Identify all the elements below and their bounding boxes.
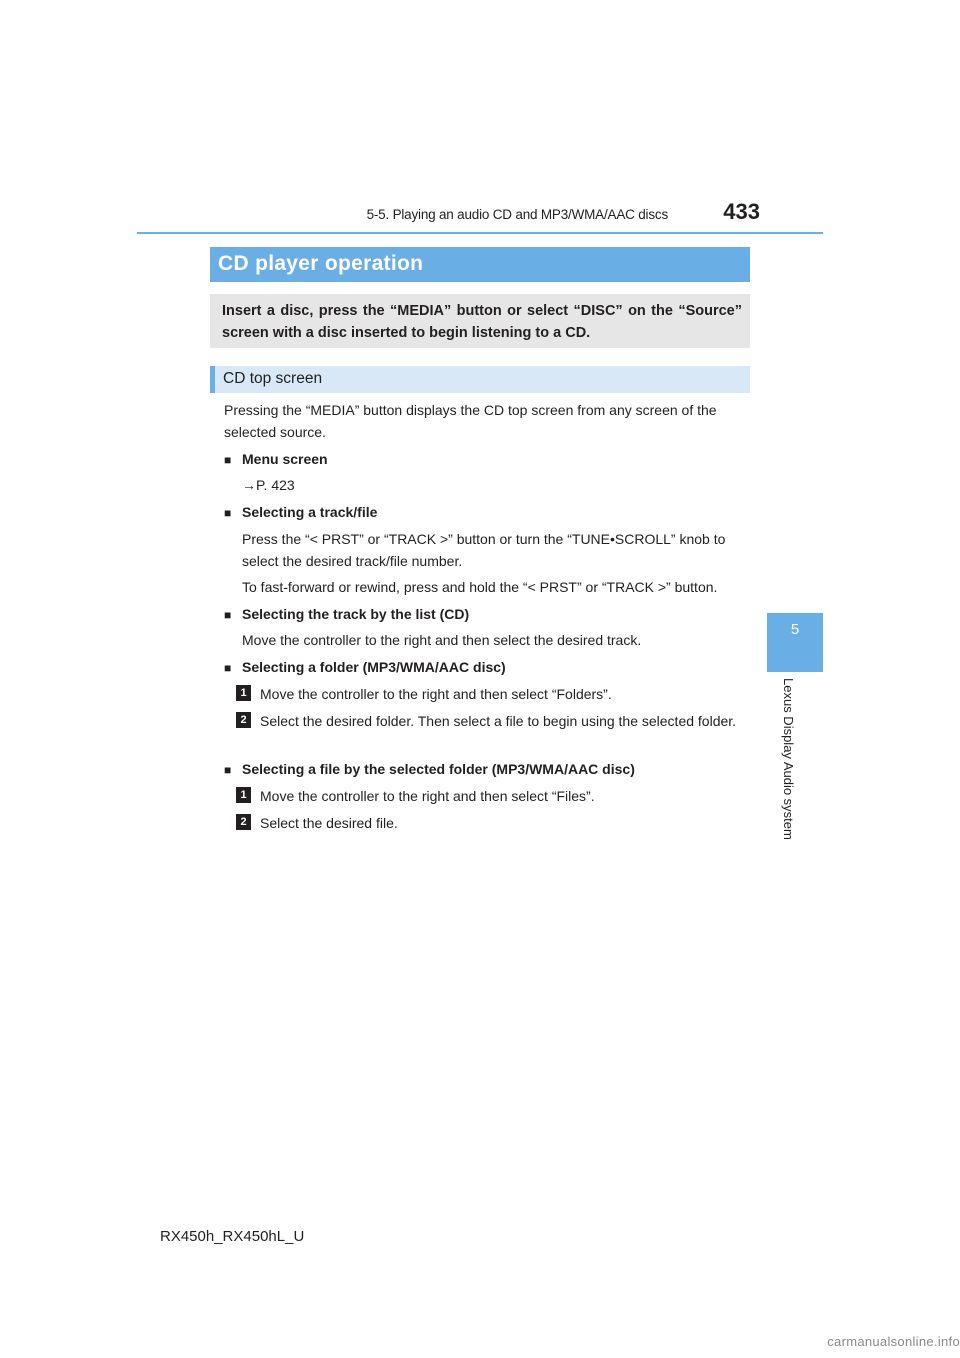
bullet-square-icon: ■ [224,453,232,467]
heading-text: Selecting a folder (MP3/WMA/AAC disc) [242,659,506,675]
heading-text: Selecting the track by the list (CD) [242,606,470,622]
heading-text: Selecting a file by the selected folder (MP3/WMA/AAC disc) [242,761,635,777]
subsection-title-bar [210,366,750,393]
fast-forward-text: To fast-forward or rewind, press and hold the “< PRST” or “TRACK >” button. [242,579,718,595]
track-list-text: Move the controller to the right and then select the desired track. [242,632,642,648]
folder-select-heading [224,656,506,679]
step-number-badge: 2 [236,712,251,728]
heading-text: Selecting a track/file [242,504,378,520]
bullet-square-icon: ■ [224,506,232,520]
chapter-tab [767,613,823,672]
arrow-right-icon: → [242,477,256,493]
menu-screen-reference [242,474,746,496]
header-divider [137,232,823,234]
file-select-heading [224,758,635,781]
bullet-square-icon: ■ [224,763,232,777]
footer-model: RX450h_RX450hL_U [160,1228,305,1245]
subsection-accent [210,366,215,393]
watermark: carmanualsonline.info [827,1334,960,1349]
running-header: 5-5. Playing an audio CD and MP3/WMA/AAC discs [366,207,668,222]
section-intro-text: Insert a disc, press the “MEDIA” button or select “DISC” on the “Source” screen with a disc inserted to begin listening to a CD. [222,303,742,341]
step-text: Move the controller to the right and then select “Folders”. [260,686,612,702]
track-list-heading [224,603,469,626]
track-select-text: Press the “< PRST” or “TRACK >” button or turn the “TUNE•SCROLL” knob to select the desired track/file number. [242,531,726,569]
step-number-badge: 1 [236,787,251,803]
subsection-title: CD top screen [223,370,323,387]
chapter-tab-label: Lexus Display Audio system [781,678,796,840]
step-number-badge: 1 [236,685,251,701]
section-title-bar [210,247,750,282]
section-title: CD player operation [218,252,424,275]
step-number-badge: 2 [236,814,251,830]
section-intro-box [210,294,750,348]
step-text: Select the desired file. [260,815,398,831]
step-text: Select the desired folder. Then select a file to begin using the selected folder. [260,713,737,729]
subsection-intro: Pressing the “MEDIA” button displays the CD top screen from any screen of the selected source. [224,402,717,440]
bullet-square-icon: ■ [224,608,232,622]
page-number: 433 [723,199,760,224]
menu-screen-heading [224,448,328,471]
step-text: Move the controller to the right and then select “Files”. [260,788,595,804]
page-reference-link[interactable]: P. 423 [256,477,295,493]
chapter-tab-number: 5 [790,621,800,638]
bullet-square-icon: ■ [224,661,232,675]
track-select-heading [224,501,377,524]
heading-text: Menu screen [242,451,328,467]
